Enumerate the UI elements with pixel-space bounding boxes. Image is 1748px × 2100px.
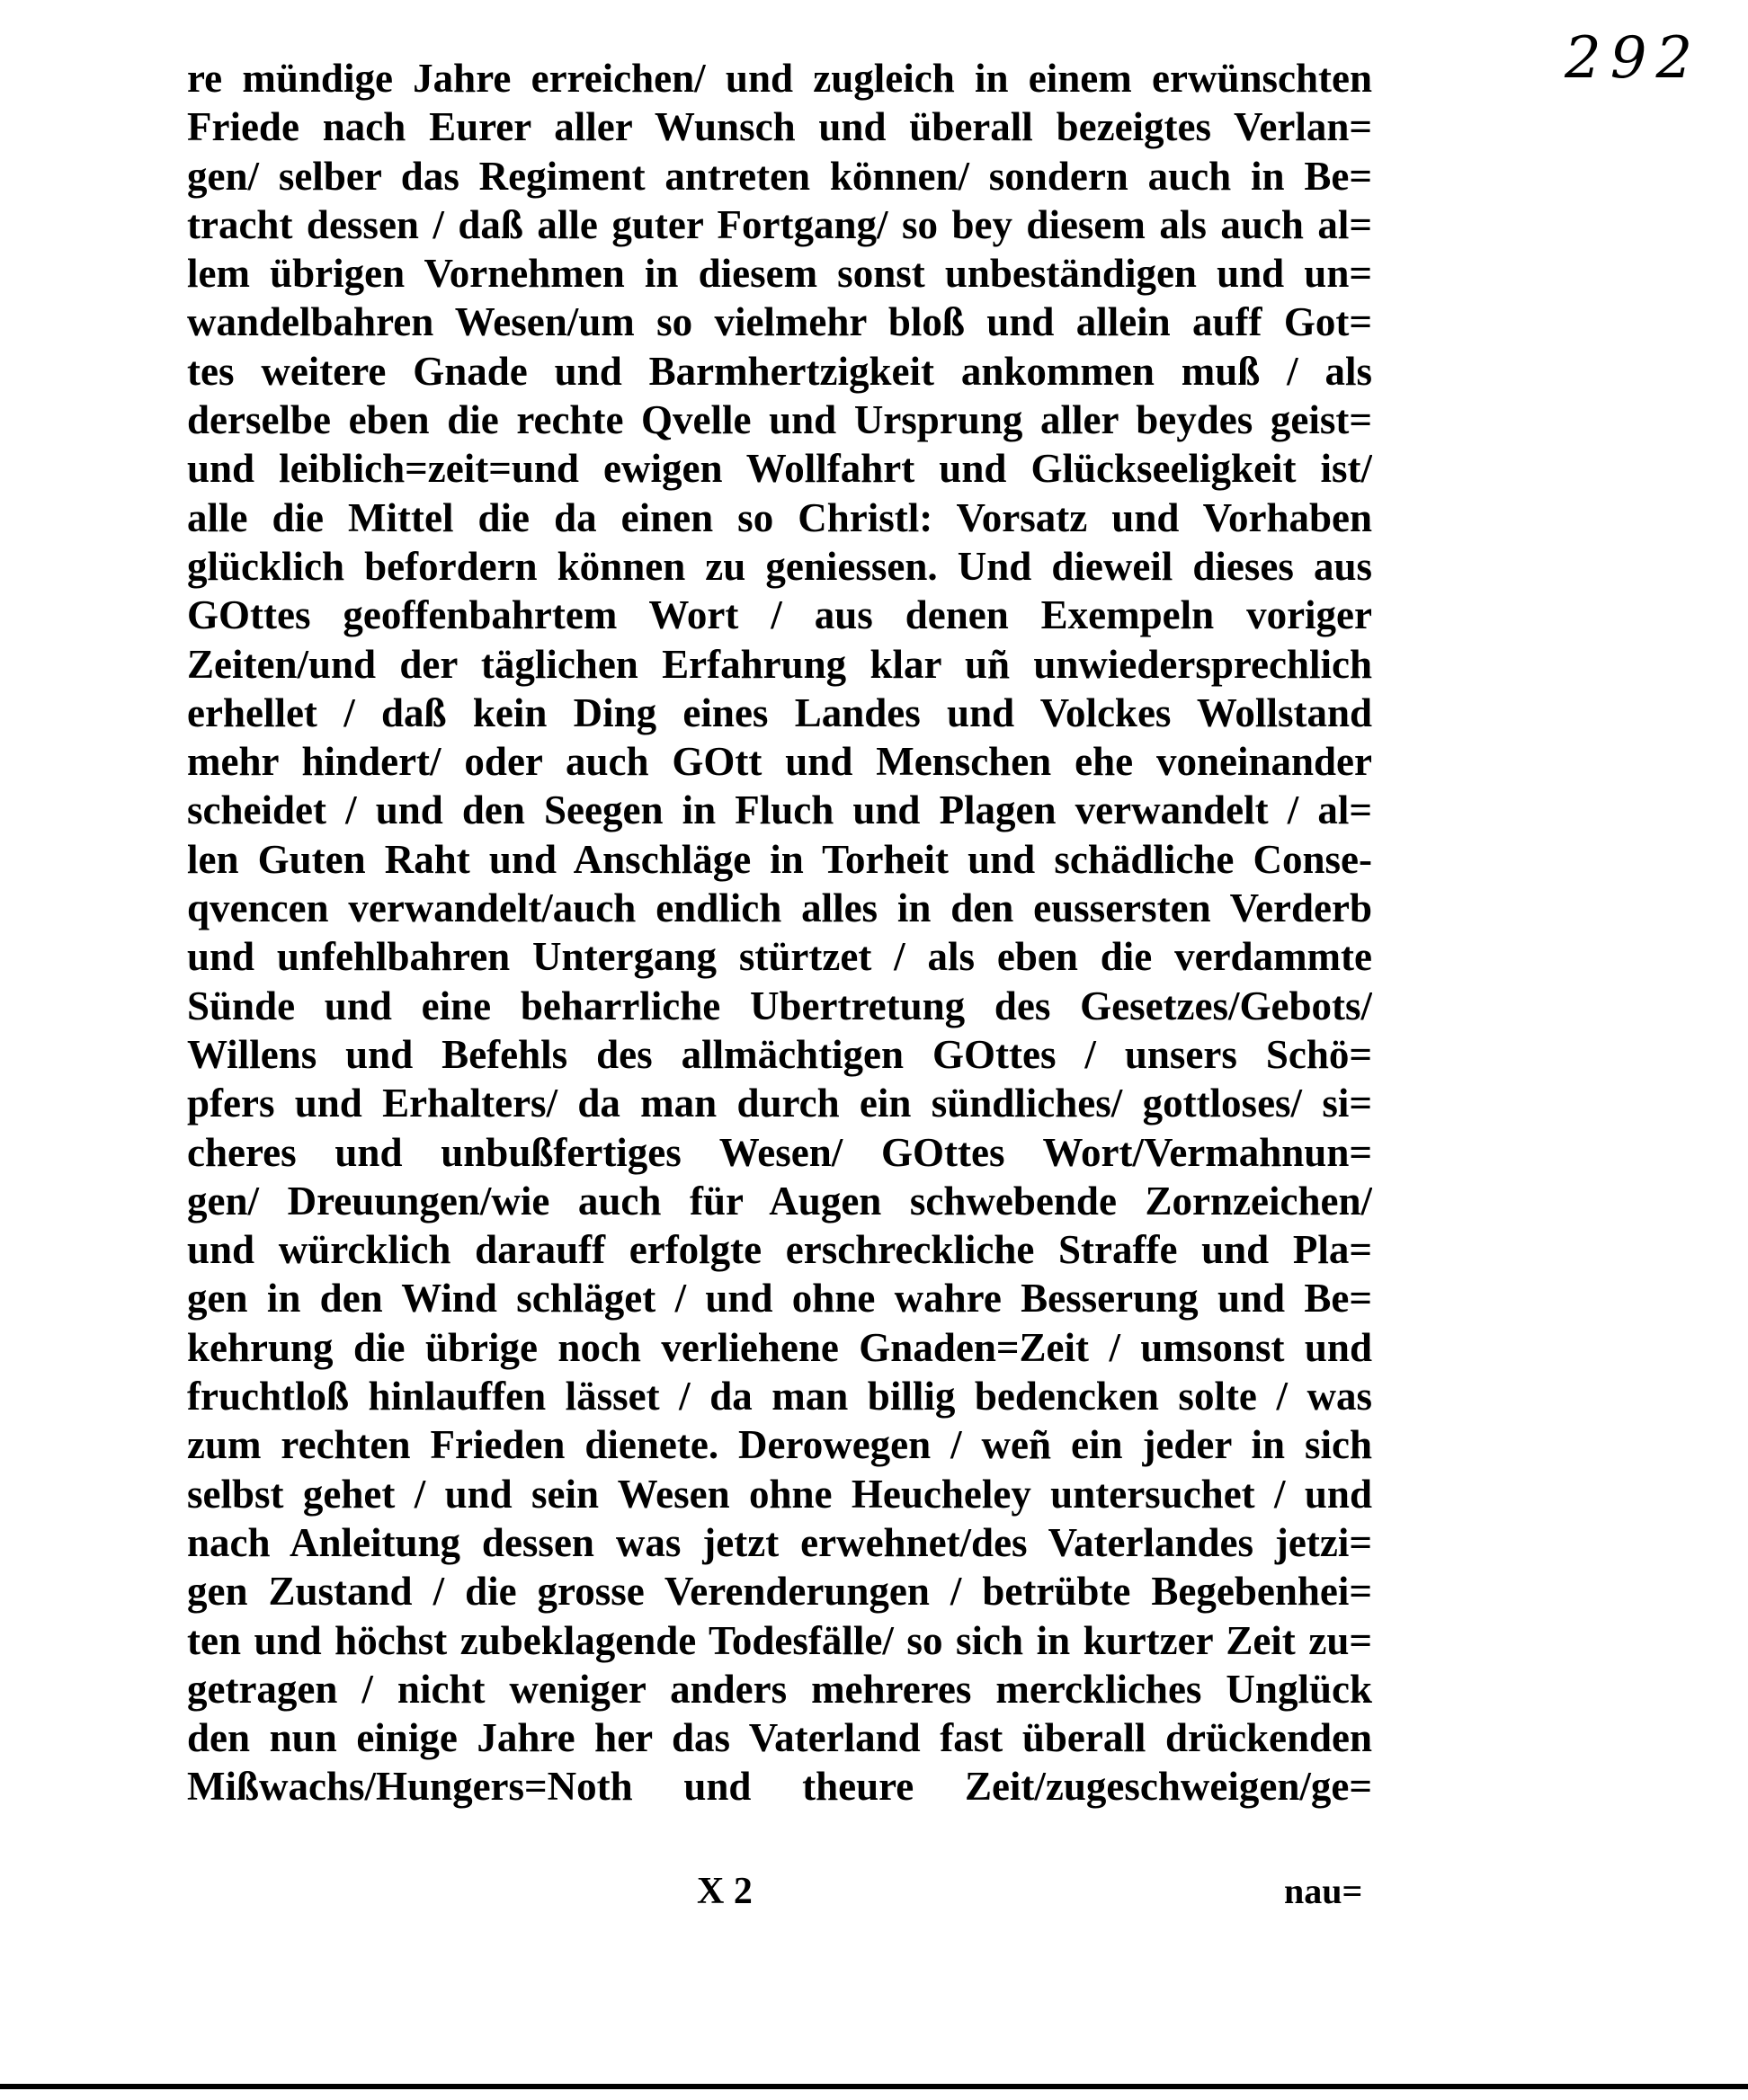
page-number: 292 <box>1565 25 1702 92</box>
text-line: len Guten Raht und Anschläge in Torheit und schädliche Conse- <box>187 836 1372 882</box>
text-line: re mündige Jahre erreichen/ und zugleich in einem erwünschten <box>187 56 1372 101</box>
catchword: nau= <box>1284 1871 1363 1911</box>
text-line: selbst gehet / und sein Wesen ohne Heucheley untersuchet / und <box>187 1471 1372 1517</box>
text-line: nach Anleitung dessen was jetzt erwehnet/des Vaterlandes jetzi= <box>187 1519 1372 1565</box>
text-line: qvencen verwandelt/auch endlich alles in den eussersten Verderb <box>187 885 1372 931</box>
text-line: und unfehlbahren Untergang stürtzet / als eben die verdammte <box>187 934 1372 980</box>
text-line: Friede nach Eurer aller Wunsch und überall bezeigtes Verlan= <box>187 104 1372 150</box>
text-column <box>187 54 1372 1811</box>
text-line: gen/ selber das Regiment antreten können/ sondern auch in Be= <box>187 153 1372 199</box>
text-line: und leiblich=zeit=und ewigen Wollfahrt und Glückseeligkeit ist/ <box>187 446 1372 492</box>
text-line: getragen / nicht weniger anders mehreres merckliches Unglück <box>187 1666 1372 1712</box>
text-line: fruchtloß hinlauffen lässet / da man billig bedencken solte / was <box>187 1374 1372 1419</box>
text-line: glücklich befordern können zu geniessen. Und dieweil dieses aus <box>187 543 1372 589</box>
text-line: gen Zustand / die grosse Verenderungen / betrübte Begebenhei= <box>187 1569 1372 1615</box>
text-line: erhellet / daß kein Ding eines Landes und Volckes Wollstand <box>187 690 1372 735</box>
text-line: zum rechten Frieden dienete. Derowegen / weñ ein jeder in sich <box>187 1422 1372 1468</box>
text-line: derselbe eben die rechte Qvelle und Ursprung aller beydes geist= <box>187 397 1372 443</box>
text-line: tes weitere Gnade und Barmhertzigkeit ankommen muß / als <box>187 348 1372 394</box>
text-line: Zeiten/und der täglichen Erfahrung klar uñ unwiedersprechlich <box>187 641 1372 687</box>
text-line: tracht dessen / daß alle guter Fortgang/ so bey diesem als auch al= <box>187 201 1372 247</box>
text-line: wandelbahren Wesen/um so vielmehr bloß und allein auff Got= <box>187 299 1372 345</box>
scan-edge-line <box>0 2084 1748 2089</box>
text-line: gen in den Wind schläget / und ohne wahre Besserung und Be= <box>187 1276 1372 1321</box>
text-line: cheres und unbußfertiges Wesen/ GOttes Wort/Vermahnun= <box>187 1129 1372 1175</box>
text-line: Willens und Befehls des allmächtigen GOttes / unsers Schö= <box>187 1031 1372 1077</box>
text-line: den nun einige Jahre her das Vaterland fast überall drückenden <box>187 1715 1372 1761</box>
text-line: pfers und Erhalters/ da man durch ein sündliches/ gottloses/ si= <box>187 1081 1372 1126</box>
text-line: alle die Mittel die da einen so Christl: Vorsatz und Vorhaben <box>187 494 1372 540</box>
text-line: gen/ Dreuungen/wie auch für Augen schwebende Zornzeichen/ <box>187 1178 1372 1224</box>
text-line: mehr hindert/ oder auch GOtt und Menschen ehe voneinander <box>187 739 1372 785</box>
text-line: und würcklich darauff erfolgte erschreckliche Straffe und Pla= <box>187 1227 1372 1273</box>
text-line: Mißwachs/Hungers=Noth und theure Zeit/zugeschweigen/ge= <box>187 1764 1372 1810</box>
text-line: lem übrigen Vornehmen in diesem sonst unbeständigen und un= <box>187 251 1372 297</box>
signature-mark: X 2 <box>697 1871 753 1912</box>
text-line: GOttes geoffenbahrtem Wort / aus denen Exempeln voriger <box>187 592 1372 638</box>
text-line: Sünde und eine beharrliche Ubertretung des Gesetzes/Gebots/ <box>187 983 1372 1028</box>
text-line: scheidet / und den Seegen in Fluch und Plagen verwandelt / al= <box>187 788 1372 833</box>
text-line: ten und höchst zubeklagende Todesfälle/ so sich in kurtzer Zeit zu= <box>187 1617 1372 1663</box>
page-footer <box>0 1870 1748 1924</box>
text-line: kehrung die übrige noch verliehene Gnaden=Zeit / umsonst und <box>187 1324 1372 1370</box>
